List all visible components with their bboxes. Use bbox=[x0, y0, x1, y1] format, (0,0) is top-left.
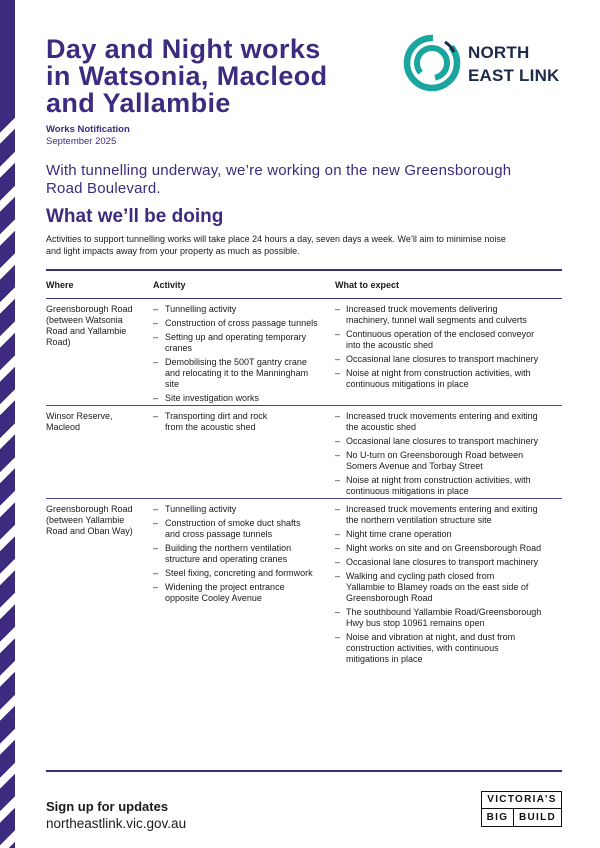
expect-item-text: Night works on site and on Greensborough Road bbox=[346, 543, 542, 553]
footer-divider bbox=[46, 770, 562, 772]
activity-item bbox=[153, 318, 335, 329]
expect-item-text: Occasional lane closures to transport machinery bbox=[346, 436, 539, 446]
activity-item-text: Building the northern ventilation structure and operating cranes bbox=[165, 543, 292, 564]
expect-item bbox=[335, 475, 562, 497]
logo-line-1: NORTH bbox=[468, 43, 530, 62]
bullet-marker: – bbox=[153, 393, 159, 403]
issue-date: September 2025 bbox=[46, 136, 117, 147]
logo-inner-ring bbox=[411, 42, 453, 84]
column-header-where: Where bbox=[46, 279, 74, 290]
table-row bbox=[46, 498, 562, 666]
bullet-marker: – bbox=[335, 475, 341, 485]
bullet-marker: – bbox=[335, 557, 341, 567]
activity-item bbox=[153, 518, 335, 540]
bullet-marker: – bbox=[335, 354, 341, 364]
activity-item-text: Construction of smoke duct shafts and cross passage tunnels bbox=[165, 518, 301, 539]
logo-line-2: EAST LINK bbox=[468, 66, 560, 85]
activity-item-text: Tunnelling activity bbox=[165, 504, 237, 514]
expect-item-text: Increased truck movements delivering machinery, tunnel wall segments and culverts bbox=[346, 304, 527, 325]
location-cell: Greensborough Road (between Watsonia Road and Yallambie Road) bbox=[46, 304, 133, 347]
activity-cell bbox=[153, 304, 335, 404]
activity-item-text: Widening the project entrance opposite Cooley Avenue bbox=[165, 582, 285, 603]
activity-item-text: Setting up and operating temporary cranes bbox=[165, 332, 307, 353]
logo-outer-ring bbox=[402, 33, 462, 93]
activity-cell bbox=[153, 504, 335, 665]
expect-item bbox=[335, 529, 562, 540]
activity-item-text: Demobilising the 500T gantry crane and relocating it to the Manningham site bbox=[165, 357, 309, 389]
bullet-marker: – bbox=[153, 504, 159, 514]
intro-text: With tunnelling underway, we’re working on the new Greensborough Road Boulevard. bbox=[46, 162, 512, 197]
location-cell: Greensborough Road (between Yallambie Road and Oban Way) bbox=[46, 504, 133, 536]
expect-item-text: Increased truck movements entering and exiting the acoustic shed bbox=[346, 411, 538, 432]
activity-item bbox=[153, 332, 335, 354]
bullet-marker: – bbox=[335, 329, 341, 339]
bullet-marker: – bbox=[335, 529, 341, 539]
expect-item bbox=[335, 354, 562, 365]
expect-item bbox=[335, 543, 562, 554]
section-body: Activities to support tunnelling works will take place 24 hours a day, seven days a week. We’ll aim to minimise noise and light impacts away from your property as much as possible. bbox=[46, 234, 506, 256]
bullet-marker: – bbox=[335, 450, 341, 460]
table-body bbox=[46, 299, 562, 666]
diagonal-stripe-pattern bbox=[0, 110, 15, 848]
bullet-marker: – bbox=[335, 436, 341, 446]
bullet-marker: – bbox=[335, 504, 341, 514]
signup-heading: Sign up for updates bbox=[46, 799, 169, 814]
expect-cell bbox=[335, 504, 562, 665]
expect-item-text: Night time crane operation bbox=[346, 529, 452, 539]
activity-item bbox=[153, 393, 335, 404]
expect-item bbox=[335, 304, 562, 326]
bullet-marker: – bbox=[153, 582, 159, 592]
bullet-marker: – bbox=[153, 332, 159, 342]
vbb-logo-word-big: BIG bbox=[482, 809, 514, 826]
document-type: Works Notification bbox=[46, 124, 130, 135]
table-row bbox=[46, 299, 562, 405]
bullet-marker: – bbox=[153, 318, 159, 328]
expect-item bbox=[335, 368, 562, 390]
expect-item-text: Increased truck movements entering and exiting the northern ventilation structure site bbox=[346, 504, 538, 525]
expect-item-text: Occasional lane closures to transport machinery bbox=[346, 557, 539, 567]
expect-item bbox=[335, 632, 562, 665]
expect-item-text: Noise and vibration at night, and dust from construction activities, with continuous mitigations in place bbox=[346, 632, 516, 664]
activity-item bbox=[153, 357, 335, 390]
expect-item-text: Occasional lane closures to transport machinery bbox=[346, 354, 539, 364]
table-header-row bbox=[46, 271, 562, 299]
bullet-marker: – bbox=[153, 518, 159, 528]
activity-item-text: Transporting dirt and rock from the acoustic shed bbox=[165, 411, 268, 432]
column-header-expect: What to expect bbox=[335, 279, 400, 290]
activity-item-text: Construction of cross passage tunnels bbox=[165, 318, 318, 328]
ring-logo-icon bbox=[402, 33, 462, 93]
left-brand-band bbox=[0, 0, 15, 110]
activity-item bbox=[153, 582, 335, 604]
bullet-marker: – bbox=[153, 357, 159, 367]
activity-item-text: Tunnelling activity bbox=[165, 304, 237, 314]
bullet-marker: – bbox=[335, 543, 341, 553]
expect-item bbox=[335, 607, 562, 629]
expect-item bbox=[335, 329, 562, 351]
logo-navy-arc bbox=[445, 42, 454, 52]
bullet-marker: – bbox=[335, 571, 341, 581]
expect-cell bbox=[335, 411, 562, 497]
bullet-marker: – bbox=[335, 632, 341, 642]
vbb-logo-word-build: BUILD bbox=[518, 812, 557, 823]
bullet-marker: – bbox=[153, 411, 159, 421]
section-heading: What we’ll be doing bbox=[46, 206, 224, 227]
expect-item-text: Continuous operation of the enclosed conveyor into the acoustic shed bbox=[346, 329, 535, 350]
bullet-marker: – bbox=[335, 607, 341, 617]
table-row bbox=[46, 405, 562, 498]
page-title: Day and Night works in Watsonia, Macleod and Yallambie bbox=[46, 34, 328, 118]
activity-item bbox=[153, 304, 335, 315]
north-east-link-logo-text bbox=[468, 41, 560, 87]
activity-item bbox=[153, 504, 335, 515]
bullet-marker: – bbox=[153, 304, 159, 314]
bullet-marker: – bbox=[335, 368, 341, 378]
bullet-marker: – bbox=[335, 304, 341, 314]
website-link[interactable]: northeastlink.vic.gov.au bbox=[46, 816, 187, 831]
expect-item-text: Noise at night from construction activities, with continuous mitigations in place bbox=[346, 368, 531, 389]
expect-item-text: Walking and cycling path closed from Yallambie to Blamey roads on the east side of Greensborough Road bbox=[346, 571, 529, 603]
vbb-logo-line-1: VICTORIA’S bbox=[482, 792, 561, 809]
victorias-big-build-logo bbox=[481, 791, 562, 827]
activity-item-text: Site investigation works bbox=[165, 393, 260, 403]
bullet-marker: – bbox=[335, 411, 341, 421]
location-cell: Winsor Reserve, Macleod bbox=[46, 411, 113, 432]
expect-item bbox=[335, 504, 562, 526]
activity-item-text: Steel fixing, concreting and formwork bbox=[165, 568, 313, 578]
expect-item bbox=[335, 557, 562, 568]
expect-cell bbox=[335, 304, 562, 404]
activity-item bbox=[153, 411, 335, 433]
works-table bbox=[46, 269, 562, 666]
bullet-marker: – bbox=[153, 543, 159, 553]
activity-cell bbox=[153, 411, 335, 497]
activity-item bbox=[153, 543, 335, 565]
column-header-activity: Activity bbox=[153, 279, 186, 290]
expect-item bbox=[335, 436, 562, 447]
vbb-logo-line-2 bbox=[482, 809, 561, 826]
expect-item bbox=[335, 450, 562, 472]
expect-item bbox=[335, 571, 562, 604]
expect-item-text: Noise at night from construction activities, with continuous mitigations in place bbox=[346, 475, 531, 496]
expect-item-text: The southbound Yallambie Road/Greensborough Hwy bus stop 10961 remains open bbox=[346, 607, 542, 628]
expect-item bbox=[335, 411, 562, 433]
activity-item bbox=[153, 568, 335, 579]
bullet-marker: – bbox=[153, 568, 159, 578]
expect-item-text: No U-turn on Greensborough Road between Somers Avenue and Torbay Street bbox=[346, 450, 524, 471]
